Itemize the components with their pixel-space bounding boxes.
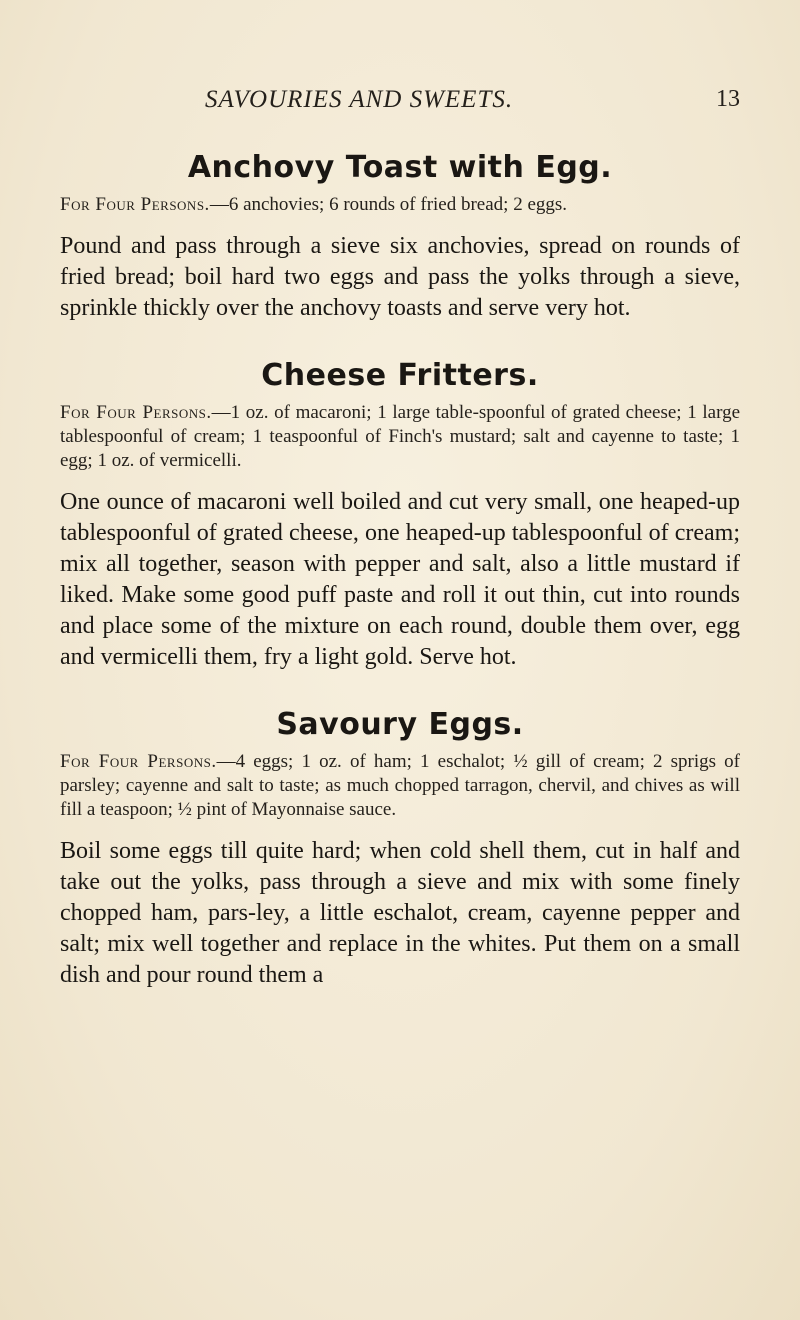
recipe-title: Anchovy Toast with Egg.	[187, 150, 613, 185]
page-number: 13	[716, 86, 740, 112]
recipe-title: Cheese Fritters.	[261, 358, 539, 393]
recipe-title: Savoury Eggs.	[276, 707, 524, 742]
ingredients-text: —6 anchovies; 6 rounds of fried bread; 2 eggs.	[209, 194, 568, 215]
method-text: Boil some eggs till quite hard; when cold shell them, cut in half and take out the yolks, pass through a sieve and mix with some finely chopped ham, pars-ley, a little eschalot, cream, cayenne pepper and salt; mix well together and replace in the whites. Put them on a small dish and pour round them a	[60, 838, 740, 988]
running-head: SAVOURIES AND SWEETS.	[205, 86, 514, 113]
recipe-savoury-eggs	[60, 707, 740, 991]
ingredients-list	[60, 401, 740, 473]
ingredients-text: —4 eggs; 1 oz. of ham; 1 eschalot; ½ gill of cream; 2 sprigs of parsley; cayenne and salt to taste; as much chopped tarragon, chervil, and chives as will fill a teaspoon; ½ pint of Mayonnaise sauce.	[60, 751, 740, 820]
page-body	[60, 150, 740, 1025]
ingredients-lead: For Four Persons.	[60, 194, 210, 215]
recipe-anchovy-toast	[60, 150, 740, 324]
ingredients-list	[60, 193, 740, 217]
method-text: One ounce of macaroni well boiled and cut very small, one heaped-up tablespoonful of grated cheese, one heaped-up tablespoonful of cream; mix all together, season with pepper and salt, also a little mustard if liked. Make some good puff paste and roll it out thin, cut into rounds and place some of the mixture on each round, double them over, egg and vermicelli them, fry a light gold. Serve hot.	[60, 489, 740, 670]
ingredients-lead: For Four Persons.	[60, 751, 217, 772]
recipe-cheese-fritters	[60, 358, 740, 673]
ingredients-lead: For Four Persons.	[60, 402, 212, 423]
ingredients-list	[60, 750, 740, 822]
ingredients-text: —1 oz. of macaroni; 1 large table-spoonful of grated cheese; 1 large tablespoonful of cream; 1 teaspoonful of Finch's mustard; salt and cayenne to taste; 1 egg; 1 oz. of vermicelli.	[60, 402, 741, 471]
method-text: Pound and pass through a sieve six anchovies, spread on rounds of fried bread; boil hard two eggs and pass the yolks through a sieve, sprinkle thickly over the anchovy toasts and serve very hot.	[60, 233, 740, 321]
